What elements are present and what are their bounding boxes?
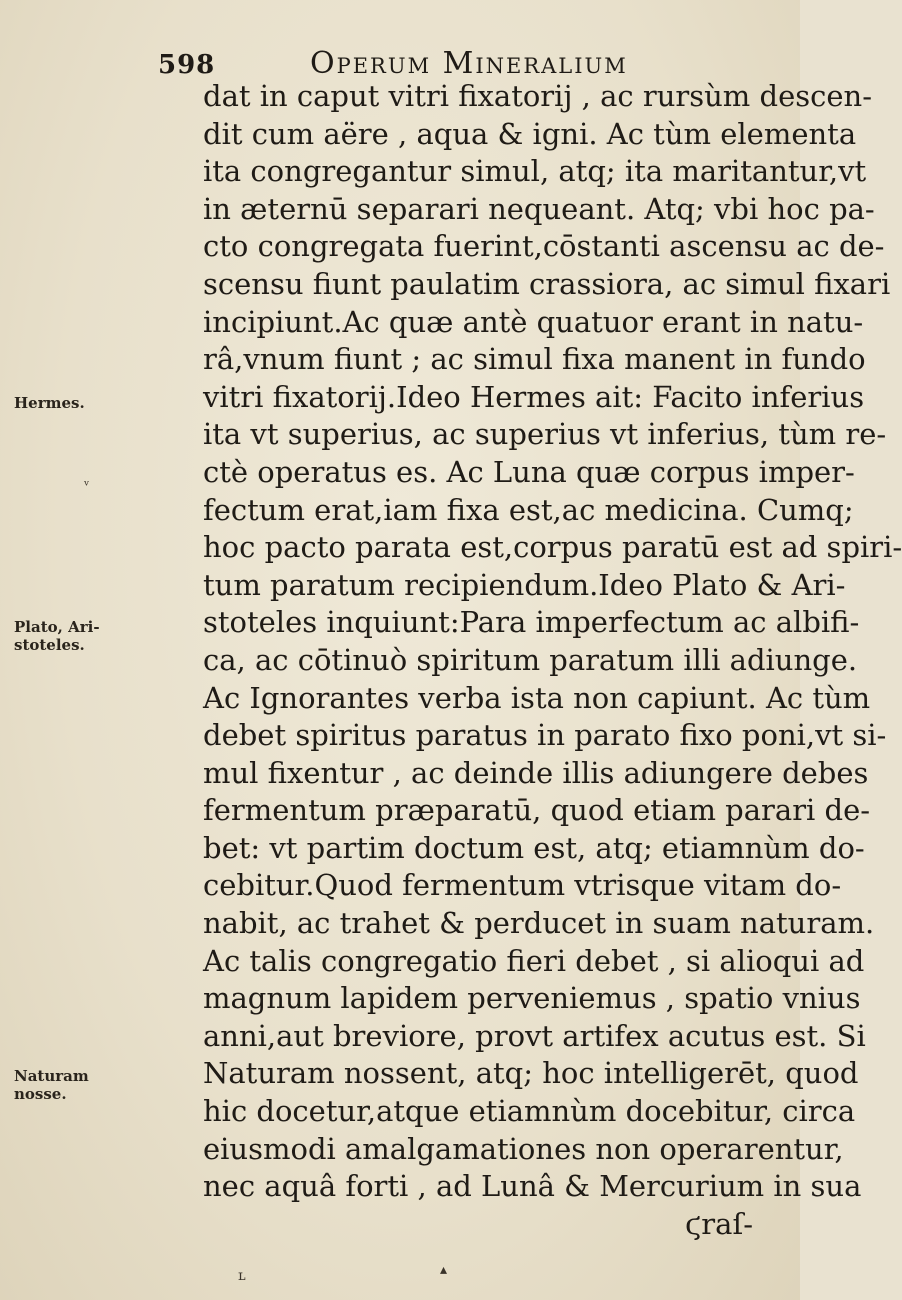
- marginal-note-plato-aristoteles: Plato, Ari- stoteles.: [14, 618, 100, 654]
- text-line: Ac talis congregatio fieri debet , si alioqui ad: [203, 943, 865, 978]
- text-line: vitri fixatorij.Ideo Hermes ait: Facito inferius: [203, 379, 865, 414]
- marginal-note-naturam-nosse: Naturam nosse.: [14, 1067, 89, 1103]
- text-line: tum paratum recipiendum.Ideo Plato & Ari-: [203, 567, 846, 602]
- marginal-note-hermes: Hermes.: [14, 394, 85, 412]
- text-line: scensu fiunt paulatim crassiora, ac simul fixari: [203, 266, 891, 301]
- text-line: Naturam nossent, atq; hoc intelligerēt, quod: [203, 1056, 859, 1091]
- text-line: ita congregantur simul, atq; ita maritantur,vt: [203, 154, 867, 189]
- page-number: 598: [158, 50, 216, 80]
- text-line: hoc pacto parata est,corpus paratū est ad spiri-: [203, 530, 902, 565]
- text-line: fectum erat,iam fixa est,ac medicina. Cumq;: [203, 492, 854, 527]
- text-line: ca, ac cōtinuò spiritum paratum illi adiunge.: [203, 642, 858, 677]
- text-line: debet spiritus paratus in parato fixo poni,vt si-: [203, 718, 887, 753]
- text-line: anni,aut breviore, provt artifex acutus est. Si: [203, 1018, 866, 1053]
- text-line: ctè operatus es. Ac Luna quæ corpus imper-: [203, 454, 855, 489]
- text-line: in æternū separari nequeant. Atq; vbi hoc pa-: [203, 191, 875, 226]
- text-line: dit cum aëre , aqua & igni. Ac tùm elementa: [203, 116, 857, 151]
- text-line: dat in caput vitri fixatorij , ac rursùm descen-: [203, 79, 873, 113]
- text-line: fermentum præparatū, quod etiam parari de-: [203, 793, 871, 828]
- text-line: mul fixentur , ac deinde illis adiungere debes: [203, 755, 869, 790]
- text-line: nabit, ac trahet & perducet in suam naturam.: [203, 906, 875, 941]
- text-line: nec aquâ forti , ad Lunâ & Mercurium in sua: [203, 1169, 862, 1204]
- text-line: incipiunt.Ac quæ antè quatuor erant in natu-: [203, 304, 864, 339]
- text-line: stoteles inquiunt:Para imperfectum ac albifi-: [203, 605, 860, 640]
- text-line: râ,vnum fiunt ; ac simul fixa manent in fundo: [203, 342, 866, 377]
- text-line: cto congregata fuerint,cōstanti ascensu ac de-: [203, 229, 885, 264]
- ink-speck: ᵛ: [84, 478, 90, 494]
- text-line: Ac Ignorantes verba ista non capiunt. Ac tùm: [203, 680, 871, 715]
- running-title: Operum Mineralium: [310, 46, 628, 81]
- catchword: ϛraſ-: [685, 1206, 753, 1241]
- main-text-block: [203, 78, 902, 1243]
- text-line: ita vt superius, ac superius vt inferius, tùm re-: [203, 417, 887, 452]
- ink-speck: ʟ: [238, 1268, 246, 1284]
- text-line: eiusmodi amalgamationes non operarentur,: [203, 1131, 844, 1166]
- ink-speck: ▴: [440, 1262, 448, 1278]
- text-line: cebitur.Quod fermentum vtrisque vitam do-: [203, 868, 842, 903]
- text-line: bet: vt partim doctum est, atq; etiamnùm do-: [203, 830, 865, 865]
- text-line: magnum lapidem perveniemus , spatio vnius: [203, 981, 861, 1016]
- text-line: hic docetur,atque etiamnùm docebitur, circa: [203, 1094, 856, 1129]
